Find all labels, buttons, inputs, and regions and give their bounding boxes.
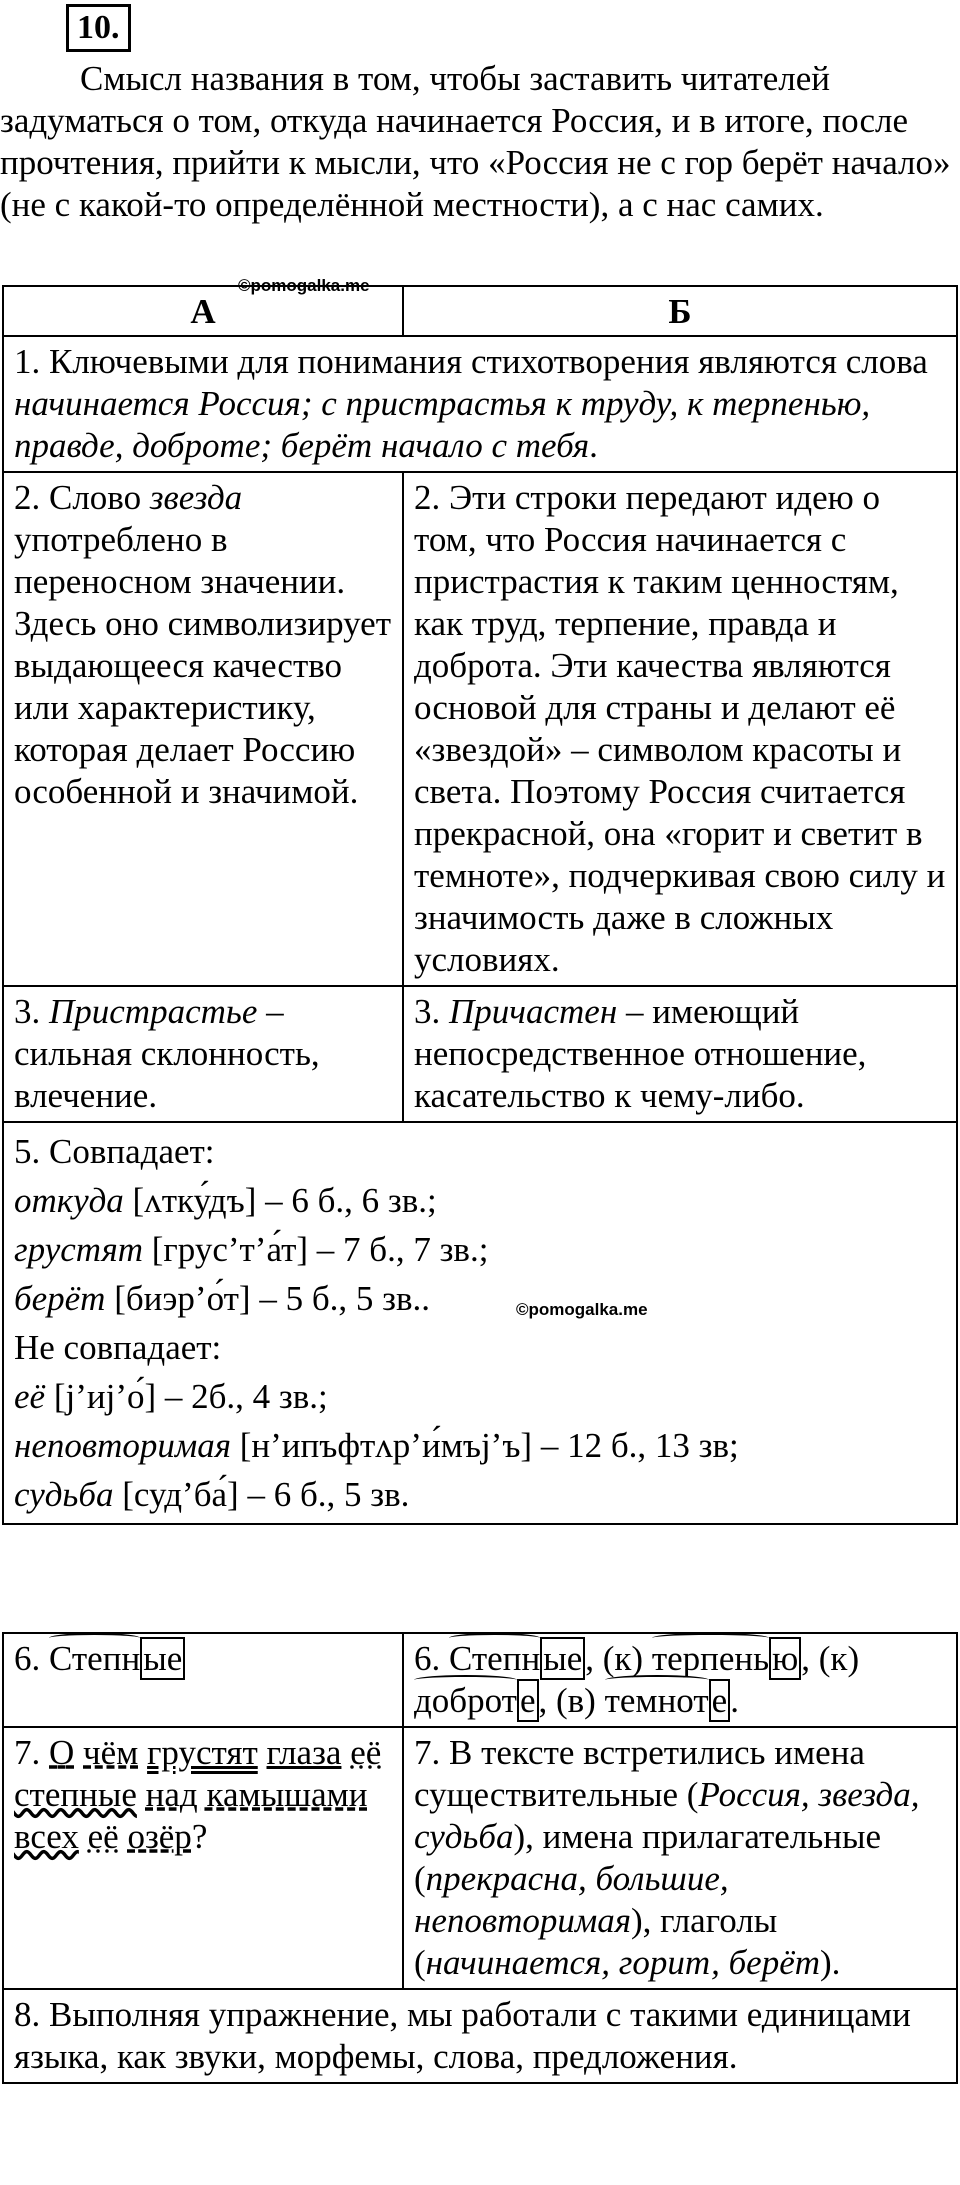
- watermark: ©pomogalka.me: [516, 1300, 648, 1319]
- table-row-7: [3, 1727, 957, 1989]
- task-number: 10.: [66, 4, 131, 52]
- answer-7a: 7. О чём грустят глаза её степные над камышами всех её озёр?: [3, 1727, 403, 1989]
- answer-2a: 2. Слово звезда употреблено в переносном значении. Здесь оно символизирует выдающееся качество или характеристику, которая делает Россию особенной и значимой.: [3, 472, 403, 986]
- table-header-row: [3, 286, 957, 336]
- answer-7b: 7. В тексте встретились имена существительные (Россия, звезда, судьба), имена прилагательные (прекрасна, большие, неповторимая), глаголы (начинается, горит, берёт).: [403, 1727, 957, 1989]
- answer-2b: 2. Эти строки передают идею о том, что Россия начинается с пристрастия к таким ценностям, как труд, терпение, правда и доброта. Эти качества являются основой для страны и делают её «звездой» – символом красоты и света. Поэтому Россия считается прекрасной, она «горит и светит в темноте», подчеркивая свою силу и значимость даже в сложных условиях.: [403, 472, 957, 986]
- answer-table: [2, 285, 958, 1525]
- answer-8: 8. Выполняя упражнение, мы работали с такими единицами языка, как звуки, морфемы, слова, предложения.: [3, 1989, 957, 2083]
- answer-5: 5. Совпадает: откуда [ʌтку́дъ] – 6 б., 6 зв.; грустят [грус’т’а́т] – 7 б., 7 зв.; берёт [биэр’о́т] – 5 б., 5 зв.. Не совпадает: её [j’иj’о́] – 2б., 4 зв.; неповторимая [н’ипъфтʌр’и́мъj’ъ] – 12 б., 13 зв; судьба [суд’ба́] – 6 б., 5 зв.: [3, 1122, 957, 1524]
- intro-paragraph: Смысл названия в том, чтобы заставить читателей задуматься о том, откуда начинается Россия, и в итоге, после прочтения, прийти к мысли, что «Россия не с гор берёт начало» (не с какой-то определённой местности), а с нас самих.: [0, 59, 951, 224]
- table-row-3: [3, 986, 957, 1122]
- answer-6a: 6. Степные: [3, 1633, 403, 1727]
- answer-1: 1. Ключевыми для понимания стихотворения являются слова начинается Россия; с пристрастья к труду, к терпенью, правде, доброте; берёт начало с тебя.: [3, 336, 957, 472]
- watermark: ©pomogalka.me: [238, 276, 370, 295]
- table-row-5: [3, 1122, 957, 1524]
- table-row-6: [3, 1633, 957, 1727]
- answer-3b: 3. Причастен – имеющий непосредственное отношение, касательство к чему-либо.: [403, 986, 957, 1122]
- answer-6b: 6. Степные, (к) терпенью, (к) доброте, (в) темноте.: [403, 1633, 957, 1727]
- table-row-8: [3, 1989, 957, 2083]
- header-b: Б: [403, 286, 957, 336]
- answer-3a: 3. Пристрастье – сильная склонность, влечение.: [3, 986, 403, 1122]
- table-row-2: [3, 472, 957, 986]
- table-row-1: [3, 336, 957, 472]
- answer-table-continued: [2, 1632, 958, 2084]
- header-a: А: [3, 286, 403, 336]
